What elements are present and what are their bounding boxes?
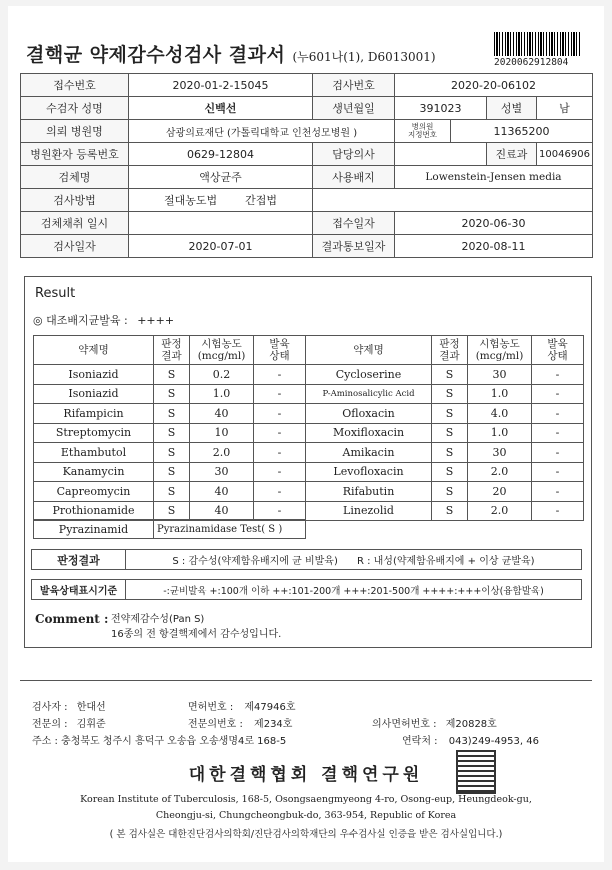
col-conc: 시험농도 (mcg/ml): [468, 336, 532, 365]
specimen: 액상균주: [129, 166, 313, 189]
left-growth: -: [254, 423, 306, 443]
method: [129, 189, 313, 212]
report-code: (누601나(1), D6013001): [292, 50, 436, 64]
license-no: 제47946호: [244, 702, 296, 713]
left-growth: -: [254, 384, 306, 404]
left-drug-name: Capreomycin: [34, 482, 154, 502]
receive-date: 2020-06-30: [395, 212, 593, 235]
collect-label: 검체채취 일시: [21, 212, 129, 235]
left-judgement: S: [154, 365, 190, 385]
hospital-name: 삼광의료재단 (가톨릭대학교 인천성모병원 ): [129, 120, 395, 143]
right-drug-name: Cycloserine: [306, 365, 432, 385]
doctor-license: [372, 715, 497, 730]
right-concentration: 30: [468, 443, 532, 463]
specimen-label: 검체명: [21, 166, 129, 189]
right-judgement: S: [432, 384, 468, 404]
barcode: [494, 32, 580, 56]
report-date: 2020-08-11: [395, 235, 593, 258]
right-growth: -: [532, 384, 584, 404]
birth-date: 391023: [395, 97, 487, 120]
specialist-no-value: 제234호: [254, 719, 293, 730]
drug-table: [33, 335, 584, 521]
left-concentration: 40: [190, 501, 254, 521]
left-drug-name: Prothionamide: [34, 501, 154, 521]
specialist-name: 김휘준: [76, 719, 106, 730]
growth-criteria: -:균비발육 +:100개 이하 ++:101-200개 +++:201-500개 ++++:+++이상(융합발육): [126, 580, 582, 600]
right-judgement: S: [432, 501, 468, 521]
eng-address-line-2: Cheongju-si, Chungcheongbuk-do, 363-954, Republic of Korea: [155, 810, 457, 821]
table-row: [34, 462, 584, 482]
dept: 10046906: [537, 143, 593, 166]
table-row: [34, 501, 584, 521]
contact: [402, 732, 539, 747]
right-concentration: 30: [468, 365, 532, 385]
table-row: [34, 404, 584, 424]
left-concentration: 2.0: [190, 443, 254, 463]
barcode-number: 2020062912804: [494, 57, 569, 68]
pza-value: Pyrazinamidase Test( S ): [154, 520, 306, 539]
left-drug-name: Ethambutol: [34, 443, 154, 463]
pza-table: [33, 519, 306, 539]
right-concentration: 1.0: [468, 384, 532, 404]
left-concentration: 1.0: [190, 384, 254, 404]
specialist-no: [188, 715, 292, 730]
contact-label: 연락처 :: [402, 736, 438, 747]
tester-label: 검사자 :: [32, 702, 68, 713]
left-growth: -: [254, 462, 306, 482]
control-growth-label: ◎ 대조배지균발육 :: [33, 314, 128, 327]
right-growth: -: [532, 462, 584, 482]
col-growth: 발육 상태: [532, 336, 584, 365]
left-drug-name: Kanamycin: [34, 462, 154, 482]
right-judgement: S: [432, 404, 468, 424]
doctor-name: [395, 143, 487, 166]
left-drug-name: Isoniazid: [34, 365, 154, 385]
name-label: 수검자 성명: [21, 97, 129, 120]
growth-label: 발육상태표시기준: [32, 580, 126, 600]
right-drug-name: P-Aminosalicylic Acid: [306, 384, 432, 404]
left-growth: -: [254, 404, 306, 424]
col-drug: 약제명: [306, 336, 432, 365]
judgement-s: S : 감수성(약제함유배지에 균 비발육): [172, 556, 338, 567]
sex-label: 성별: [487, 97, 537, 120]
right-drug-name: Moxifloxacin: [306, 423, 432, 443]
designation-label: 병의원 지정번호: [395, 120, 451, 143]
left-judgement: S: [154, 462, 190, 482]
dept-label: 진료과: [487, 143, 537, 166]
specialist-no-label: 전문의번호 :: [188, 719, 243, 730]
comment-line-2: 16종의 전 항결핵제에서 감수성입니다.: [111, 629, 282, 640]
doctor-label: 담당의사: [313, 143, 395, 166]
hospital-label: 의뢰 병원명: [21, 120, 129, 143]
left-judgement: S: [154, 404, 190, 424]
left-concentration: 40: [190, 482, 254, 502]
right-growth: -: [532, 404, 584, 424]
table-row: [34, 482, 584, 502]
right-drug-name: Ofloxacin: [306, 404, 432, 424]
right-concentration: 2.0: [468, 501, 532, 521]
table-row: [34, 443, 584, 463]
judgement-label: 판정결과: [32, 550, 126, 570]
right-concentration: 4.0: [468, 404, 532, 424]
official-seal: [456, 750, 496, 794]
designation-no: 11365200: [451, 120, 593, 143]
comment-label: Comment :: [35, 612, 109, 626]
col-judge: 판정 결과: [432, 336, 468, 365]
right-drug-name: Amikacin: [306, 443, 432, 463]
certification-note: ( 본 검사실은 대한진단검사의학회/진단검사의학재단의 우수검사실 인증을 받은 검사실입니다.): [109, 829, 503, 840]
col-conc: 시험농도 (mcg/ml): [190, 336, 254, 365]
left-concentration: 40: [190, 404, 254, 424]
left-judgement: S: [154, 443, 190, 463]
method-absolute: 절대농도법: [163, 194, 218, 207]
receipt-no-label: 접수번호: [21, 74, 129, 97]
left-judgement: S: [154, 384, 190, 404]
right-drug-name: Levofloxacin: [306, 462, 432, 482]
left-growth: -: [254, 443, 306, 463]
report-title: 결핵균 약제감수성검사 결과서 (누601나(1), D6013001): [26, 44, 436, 66]
left-drug-name: Isoniazid: [34, 384, 154, 404]
judgement-r: R : 내성(약제함유배지에 + 이상 균발육): [356, 556, 535, 567]
col-drug: 약제명: [34, 336, 154, 365]
left-growth: -: [254, 365, 306, 385]
left-judgement: S: [154, 501, 190, 521]
right-judgement: S: [432, 443, 468, 463]
receive-label: 접수일자: [313, 212, 395, 235]
doctor-license-no: 제20828호: [445, 719, 497, 730]
patient-no-label: 병원환자 등록번호: [21, 143, 129, 166]
address: 주소 : 충청북도 청주시 흥덕구 오송읍 오송생명4로 168-5: [32, 736, 287, 747]
result-title: Result: [35, 286, 76, 301]
right-concentration: 2.0: [468, 462, 532, 482]
medium: Lowenstein-Jensen media: [395, 166, 593, 189]
footer-divider: [20, 680, 592, 681]
patient-info-table: [20, 73, 593, 258]
tester: [32, 698, 106, 713]
control-growth: [33, 312, 174, 328]
left-judgement: S: [154, 482, 190, 502]
right-concentration: 1.0: [468, 423, 532, 443]
growth-criteria-table: [31, 579, 582, 600]
specialist: [32, 715, 106, 730]
table-row: [34, 423, 584, 443]
table-row: [34, 384, 584, 404]
left-drug-name: Streptomycin: [34, 423, 154, 443]
license: [188, 698, 296, 713]
contact-number: 043)249-4953, 46: [448, 736, 539, 747]
left-drug-name: Rifampicin: [34, 404, 154, 424]
right-growth: -: [532, 423, 584, 443]
left-concentration: 0.2: [190, 365, 254, 385]
right-judgement: S: [432, 482, 468, 502]
patient-no: 0629-12804: [129, 143, 313, 166]
tester-name: 한대선: [76, 702, 106, 713]
control-growth-value: ++++: [137, 314, 175, 327]
test-date-label: 검사일자: [21, 235, 129, 258]
test-no-label: 검사번호: [313, 74, 395, 97]
right-judgement: S: [432, 462, 468, 482]
col-growth: 발육 상태: [254, 336, 306, 365]
left-concentration: 30: [190, 462, 254, 482]
patient-name: 신백선: [129, 97, 313, 120]
right-growth: -: [532, 501, 584, 521]
license-label: 면허번호 :: [188, 702, 234, 713]
left-growth: -: [254, 501, 306, 521]
sex: 남: [537, 97, 593, 120]
right-drug-name: Linezolid: [306, 501, 432, 521]
right-growth: -: [532, 365, 584, 385]
right-judgement: S: [432, 365, 468, 385]
col-judge: 판정 결과: [154, 336, 190, 365]
right-judgement: S: [432, 423, 468, 443]
eng-address-line-1: Korean Institute of Tuberculosis, 168-5, Osongsaengmyeong 4-ro, Osong-eup, Heungdeok-gu,: [80, 794, 532, 805]
method-indirect: 간접법: [245, 194, 277, 207]
pza-label: Pyrazinamid: [34, 520, 154, 539]
left-judgement: S: [154, 423, 190, 443]
result-section: [24, 276, 592, 648]
drug-table-header: [34, 336, 584, 365]
medium-label: 사용배지: [313, 166, 395, 189]
right-growth: -: [532, 443, 584, 463]
organization-name: 대한결핵협회 결핵연구원: [188, 765, 424, 785]
method-blank: [313, 189, 593, 212]
test-date: 2020-07-01: [129, 235, 313, 258]
collect-date: [129, 212, 313, 235]
judgement-table: [31, 549, 582, 570]
test-no: 2020-20-06102: [395, 74, 593, 97]
table-row: [34, 365, 584, 385]
report-date-label: 결과통보일자: [313, 235, 395, 258]
method-label: 검사방법: [21, 189, 129, 212]
right-growth: -: [532, 482, 584, 502]
right-concentration: 20: [468, 482, 532, 502]
judgement-criteria: [126, 550, 582, 570]
right-drug-name: Rifabutin: [306, 482, 432, 502]
comment-line-1: 전약제감수성(Pan S): [111, 614, 205, 625]
left-growth: -: [254, 482, 306, 502]
birth-label: 생년월일: [313, 97, 395, 120]
receipt-no: 2020-01-2-15045: [129, 74, 313, 97]
left-concentration: 10: [190, 423, 254, 443]
specialist-label: 전문의 :: [32, 719, 68, 730]
doctor-license-label: 의사면허번호 :: [372, 719, 437, 730]
